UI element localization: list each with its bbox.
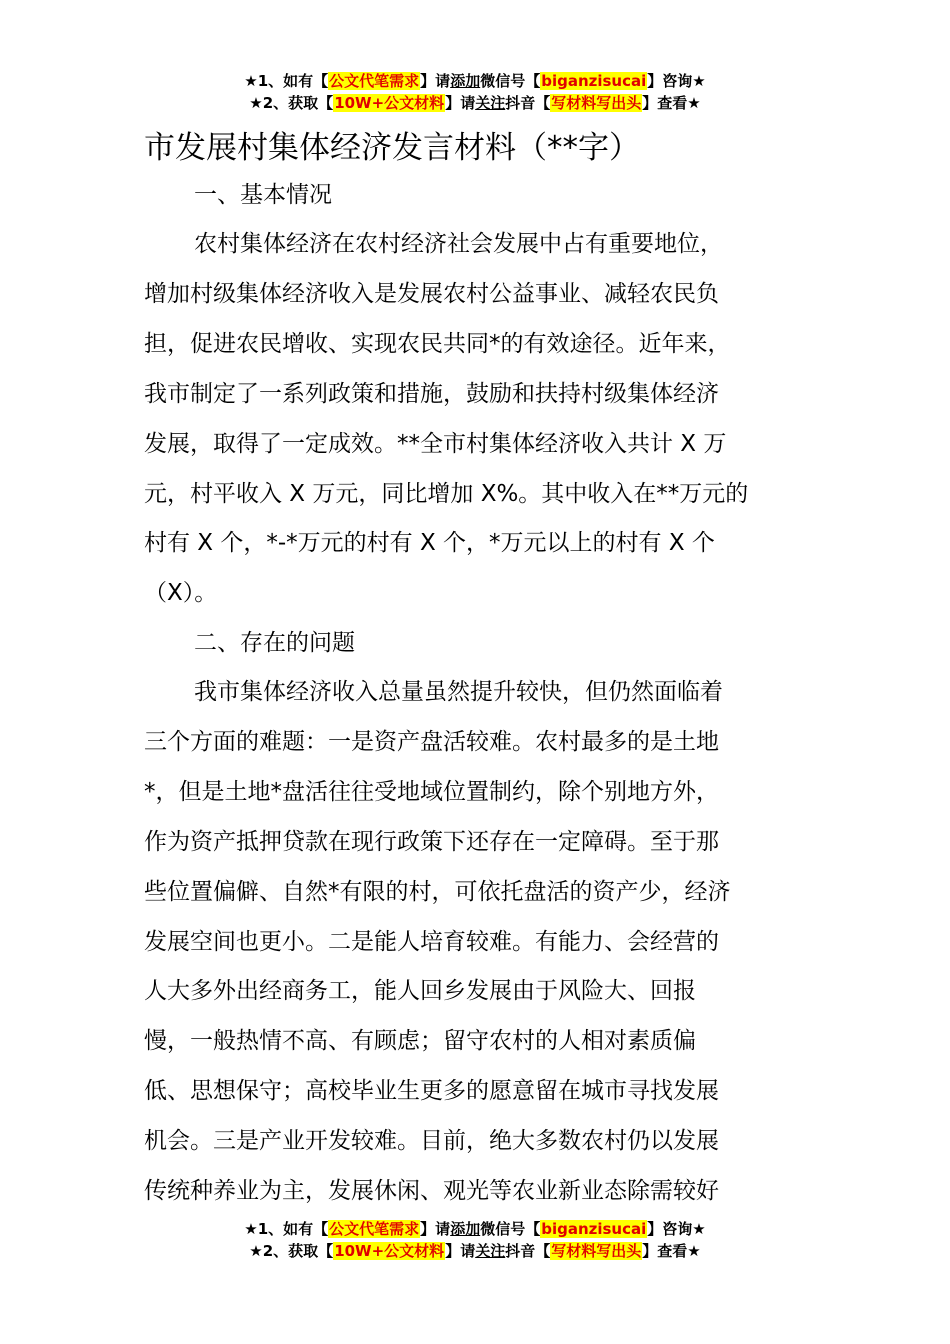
banner-text: 微信号【 — [480, 72, 541, 90]
paragraph-line: 元，村平收入 X 万元，同比增加 X%。其中收入在**万元的 — [144, 480, 749, 507]
top-banner — [0, 70, 950, 114]
paragraph-line: 我市集体经济收入总量虽然提升较快，但仍然面临着 — [194, 679, 723, 705]
paragraph-line: （X）。 — [144, 580, 218, 607]
paragraph-line: 些位置偏僻、自然*有限的村，可依托盘活的资产少，经济 — [144, 878, 731, 905]
highlight-wechat-id: biganzisucai — [541, 72, 647, 90]
paragraph-line: 发展空间也更小。二是能人培育较难。有能力、会经营的 — [144, 928, 719, 955]
banner-text: 】请 — [445, 94, 476, 112]
section-heading-problems: 二、存在的问题 — [194, 630, 355, 656]
banner-text: 抖音【 — [505, 94, 551, 112]
banner-text: ★2、获取【 — [249, 1242, 334, 1260]
highlight-douyin-id: 写材料写出头 — [551, 1242, 642, 1260]
paragraph-line: 机会。三是产业开发较难。目前，绝大多数农村仍以发展 — [144, 1128, 719, 1155]
highlight-service: 公文代笔需求 — [329, 72, 420, 90]
banner-underline: 添加 — [450, 1220, 481, 1238]
paragraph-line: 担，促进农民增收、实现农民共同*的有效途径。近年来， — [144, 330, 731, 357]
banner-text: ★1、如有【 — [244, 72, 329, 90]
paragraph-basic — [144, 220, 808, 619]
highlight-douyin-id: 写材料写出头 — [551, 94, 642, 112]
bottom-banner — [0, 1218, 950, 1262]
paragraph-line: *，但是土地*盘活往往受地域位置制约，除个别地方外， — [144, 778, 719, 805]
paragraph-line: 人大多外出经商务工，能人回乡发展由于风险大、回报 — [144, 978, 696, 1005]
banner-line-2 — [0, 92, 950, 114]
paragraph-line: 传统种养业为主，发展休闲、观光等农业新业态除需较好 — [144, 1178, 719, 1205]
paragraph-line: 三个方面的难题：一是资产盘活较难。农村最多的是土地 — [144, 728, 719, 755]
paragraph-problems — [144, 668, 808, 1217]
banner-text: 】请 — [420, 1220, 451, 1238]
highlight-materials: 10W+公文材料 — [334, 1242, 445, 1260]
highlight-service: 公文代笔需求 — [329, 1220, 420, 1238]
banner-text: 】请 — [420, 72, 451, 90]
banner-text: 】查看★ — [642, 94, 701, 112]
banner-text: ★2、获取【 — [249, 94, 334, 112]
banner-line-1 — [0, 1218, 950, 1240]
banner-text: 】请 — [445, 1242, 476, 1260]
banner-text: 】咨询★ — [647, 1220, 706, 1238]
document-title: 市发展村集体经济发言材料（**字） — [144, 130, 640, 166]
banner-text: 抖音【 — [505, 1242, 551, 1260]
banner-text: 】咨询★ — [647, 72, 706, 90]
paragraph-line: 低、思想保守；高校毕业生更多的愿意留在城市寻找发展 — [144, 1078, 719, 1105]
paragraph-line: 村有 X 个，*-*万元的村有 X 个，*万元以上的村有 X 个 — [144, 530, 715, 557]
banner-underline: 关注 — [475, 94, 506, 112]
section-heading-basic: 一、基本情况 — [194, 182, 332, 208]
paragraph-line: 慢，一般热情不高、有顾虑；留守农村的人相对素质偏 — [144, 1028, 696, 1055]
banner-text: ★1、如有【 — [244, 1220, 329, 1238]
paragraph-line: 农村集体经济在农村经济社会发展中占有重要地位， — [194, 231, 723, 257]
paragraph-line: 作为资产抵押贷款在现行政策下还存在一定障碍。至于那 — [144, 828, 719, 855]
banner-underline: 添加 — [450, 72, 481, 90]
banner-underline: 关注 — [475, 1242, 506, 1260]
paragraph-line: 增加村级集体经济收入是发展农村公益事业、减轻农民负 — [144, 280, 719, 307]
paragraph-line: 发展，取得了一定成效。**全市村集体经济收入共计 X 万 — [144, 430, 727, 457]
banner-line-1 — [0, 70, 950, 92]
paragraph-line: 我市制定了一系列政策和措施，鼓励和扶持村级集体经济 — [144, 380, 719, 407]
highlight-wechat-id: biganzisucai — [541, 1220, 647, 1238]
banner-text: 微信号【 — [480, 1220, 541, 1238]
banner-line-2 — [0, 1240, 950, 1262]
highlight-materials: 10W+公文材料 — [334, 94, 445, 112]
banner-text: 】查看★ — [642, 1242, 701, 1260]
